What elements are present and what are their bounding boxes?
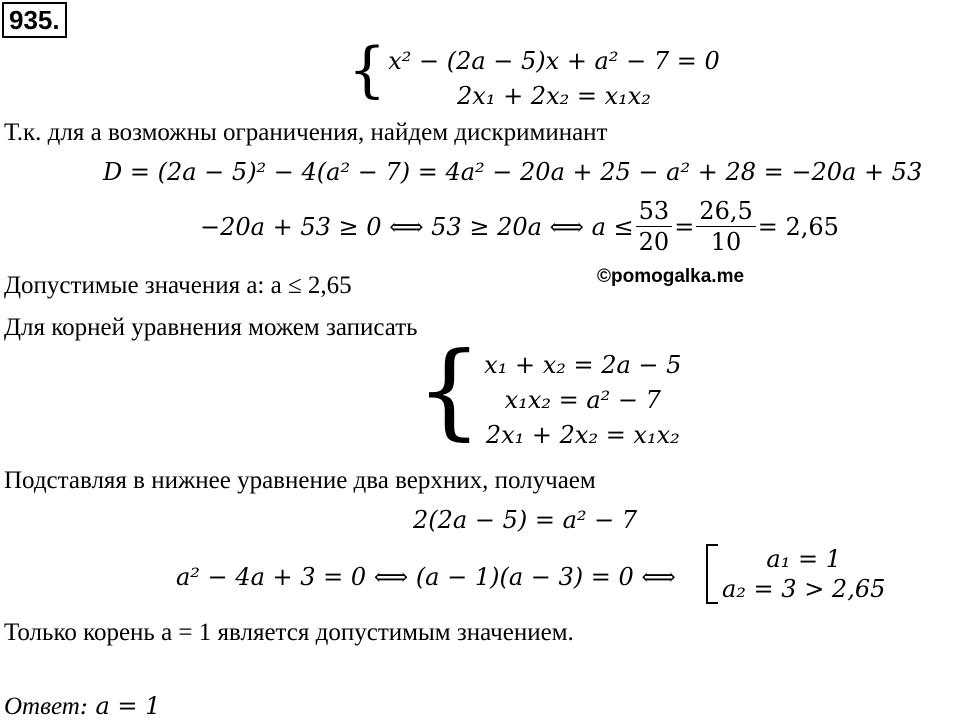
fraction-53-20 bbox=[636, 196, 673, 257]
inequality-left: −20a + 53 ≥ 0 ⟺ 53 ≥ 20a ⟺ a ≤ bbox=[200, 212, 634, 241]
root-1: a₁ = 1 bbox=[766, 545, 841, 573]
inequality-right: = 2,65 bbox=[757, 212, 839, 241]
system2-line2: x₁x₂ = a² − 7 bbox=[504, 386, 661, 414]
roots-intro-text: Для корней уравнения можем записать bbox=[4, 314, 418, 341]
answer-value: : a = 1 bbox=[79, 692, 161, 720]
left-brace-icon: { bbox=[348, 35, 387, 105]
substituted-equation: 2(2a − 5) = a² − 7 bbox=[413, 506, 638, 534]
answer-label: Ответ bbox=[4, 693, 80, 720]
fraction2-denominator: 10 bbox=[710, 228, 742, 256]
system1-line2: 2x₁ + 2x₂ = x₁x₂ bbox=[457, 82, 651, 110]
conclusion-text: Только корень a = 1 является допустимым значением. bbox=[4, 619, 574, 646]
allowed-values-text: Допустимые значения a: a ≤ 2,65 bbox=[4, 272, 352, 299]
intro-text: Т.к. для a возможны ограничения, найдем дискриминант bbox=[4, 119, 608, 146]
problem-number: 935. bbox=[2, 2, 67, 38]
inequality-line bbox=[200, 196, 839, 257]
substitute-text: Подставляя в нижнее уравнение два верхних, получаем bbox=[4, 467, 596, 494]
watermark: ©pomogalka.me bbox=[597, 266, 745, 287]
equation-system-1 bbox=[348, 35, 720, 114]
fraction1-denominator: 20 bbox=[638, 228, 670, 256]
equation-system-2 bbox=[416, 329, 682, 453]
left-bracket-icon bbox=[706, 544, 718, 604]
quadratic-equation: a² − 4a + 3 = 0 ⟺ (a − 1)(a − 3) = 0 ⟺ bbox=[176, 563, 676, 591]
fraction2-numerator: 26,5 bbox=[696, 196, 755, 227]
system2-line1: x₁ + x₂ = 2a − 5 bbox=[484, 351, 682, 379]
equals-sign: = bbox=[674, 212, 695, 241]
discriminant-formula: D = (2a − 5)² − 4(a² − 7) = 4a² − 20a + 25 − a² + 28 = −20a + 53 bbox=[103, 158, 923, 186]
fraction1-numerator: 53 bbox=[636, 196, 673, 227]
system1-line1: x² − (2a − 5)x + a² − 7 = 0 bbox=[388, 47, 720, 75]
roots-set bbox=[706, 544, 885, 604]
root-2: a₂ = 3 > 2,65 bbox=[722, 575, 886, 603]
fraction-26-5-10 bbox=[696, 196, 755, 257]
system2-line3: 2x₁ + 2x₂ = x₁x₂ bbox=[485, 421, 680, 449]
left-brace-icon: { bbox=[416, 329, 483, 451]
answer-line bbox=[4, 692, 160, 721]
